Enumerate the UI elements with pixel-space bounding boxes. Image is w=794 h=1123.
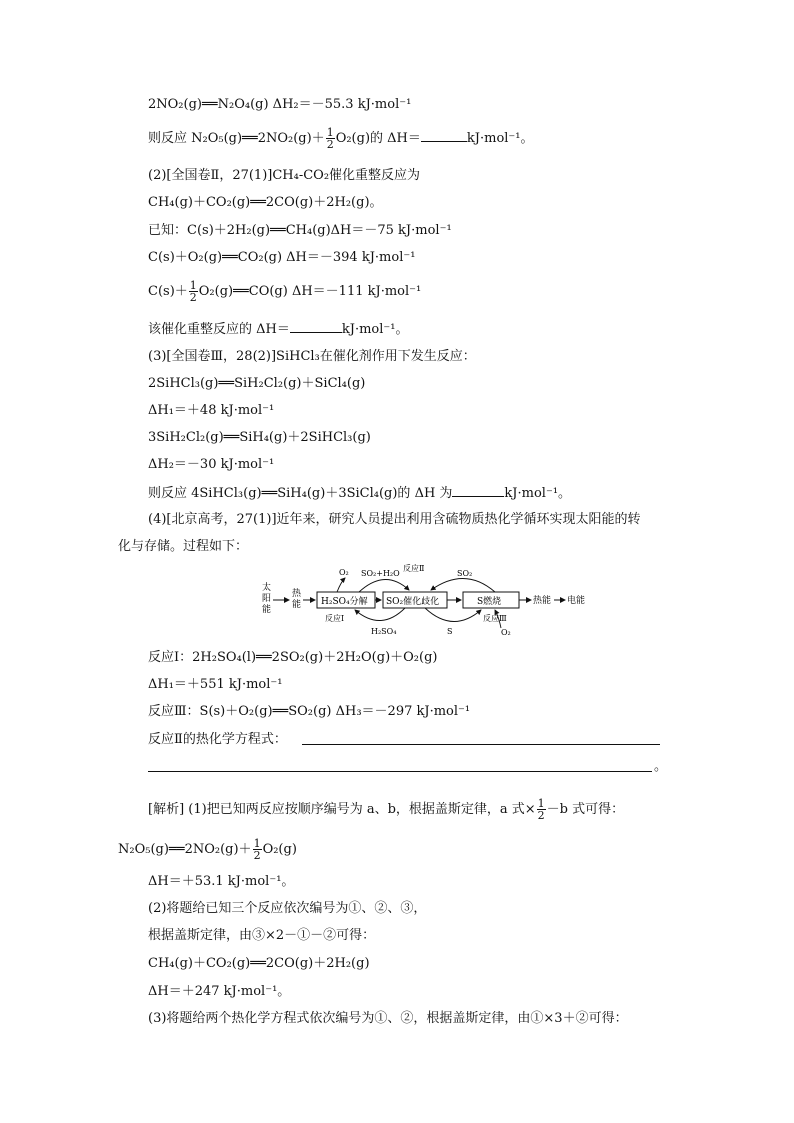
question-1-ask: 则反应 N₂O₅(g)══2NO₂(g)＋ $\frac{1}{2}$ O₂(g)的 ΔH＝ kJ·mol⁻¹。 bbox=[148, 126, 534, 151]
o2-bottom-label: O₂ bbox=[501, 628, 511, 637]
delta-h1-551: ΔH₁＝＋551 kJ·mol⁻¹ bbox=[148, 677, 283, 692]
question-4-heading-cont: 化与存储。过程如下： bbox=[118, 539, 249, 554]
question-3-ask: 则反应 4SiHCl₃(g)══SiH₄(g)＋3SiCl₄(g)的 ΔH 为 kJ·mol⁻¹。 bbox=[148, 486, 572, 501]
fraction-one-half: $\frac{1}{2}$ bbox=[537, 797, 545, 822]
output-electric-label: 电能 bbox=[567, 596, 586, 606]
h2so4-bottom-label: H₂SO₄ bbox=[371, 627, 397, 636]
question-4-heading: (4)[北京高考，27(1)]近年来，研究人员提出利用含硫物质热化学循环实现太阳能的转 bbox=[148, 512, 641, 527]
fraction-one-half: $\frac{1}{2}$ bbox=[326, 126, 334, 151]
equation-sihcl3-1: 2SiHCl₃(g)══SiH₂Cl₂(g)＋SiCl₄(g) bbox=[148, 376, 366, 391]
analysis-2-numbering: (2)将题给已知三个反应依次编号为①、②、③， bbox=[148, 901, 427, 916]
question-2-heading: (2)[全国卷Ⅱ，27(1)]CH₄-CO₂催化重整反应为 bbox=[148, 168, 421, 183]
reaction-2-label: 反应Ⅱ bbox=[403, 564, 425, 573]
arc-o2-out bbox=[337, 578, 345, 592]
delta-h2-30: ΔH₂＝－30 kJ·mol⁻¹ bbox=[148, 457, 275, 472]
analysis-2-result: ΔH＝＋247 kJ·mol⁻¹。 bbox=[148, 984, 291, 999]
solar-label-1: 太 bbox=[262, 583, 272, 593]
analysis-2-equation: CH₄(g)＋CO₂(g)══2CO(g)＋2H₂(g) bbox=[148, 956, 370, 971]
arc-so2-h2o bbox=[359, 579, 409, 592]
s-bottom-label: S bbox=[447, 627, 453, 636]
heat-label-1: 热 bbox=[292, 589, 302, 599]
box-so2-label: SO₂催化歧化 bbox=[386, 597, 440, 607]
reaction-2-prompt: 反应Ⅱ的热化学方程式： bbox=[148, 732, 287, 747]
analysis-1-result: ΔH＝＋53.1 kJ·mol⁻¹。 bbox=[148, 874, 295, 889]
arc-so2-return bbox=[431, 578, 495, 592]
answer-blank[interactable] bbox=[290, 320, 342, 333]
reaction-3-equation: 反应Ⅲ：S(s)＋O₂(g)══SO₂(g) ΔH₃＝－297 kJ·mol⁻¹ bbox=[148, 704, 471, 719]
solar-label-2: 阳 bbox=[262, 594, 272, 604]
equation-sihcl3-2: 3SiH₂Cl₂(g)══SiH₄(g)＋2SiHCl₃(g) bbox=[148, 430, 371, 445]
equation-no2-dimerization: 2NO₂(g)══N₂O₄(g) ΔH₂＝－55.3 kJ·mol⁻¹ bbox=[148, 97, 412, 112]
question-3-heading: (3)[全国卷Ⅲ，28(2)]SiHCl₃在催化剂作用下发生反应： bbox=[148, 349, 476, 364]
box-s-label: S燃烧 bbox=[477, 597, 502, 607]
question-2-ask: 该催化重整反应的 ΔH＝ kJ·mol⁻¹。 bbox=[148, 322, 409, 337]
fraction-one-half: $\frac{1}{2}$ bbox=[189, 279, 197, 304]
fraction-one-half: $\frac{1}{2}$ bbox=[253, 837, 261, 862]
o2-top-label: O₂ bbox=[339, 568, 349, 577]
reaction-1-equation: 反应Ⅰ：2H₂SO₄(l)══2SO₂(g)＋2H₂O(g)＋O₂(g) bbox=[148, 650, 438, 665]
equation-given-1: 已知：C(s)＋2H₂(g)══CH₄(g)ΔH＝－75 kJ·mol⁻¹ bbox=[148, 223, 452, 238]
equation-reforming: CH₄(g)＋CO₂(g)══2CO(g)＋2H₂(g)。 bbox=[148, 195, 383, 210]
answer-blank[interactable] bbox=[452, 484, 504, 497]
reaction-3-label: 反应Ⅲ bbox=[483, 614, 507, 623]
arc-h2so4-return bbox=[355, 608, 405, 621]
analysis-1: [解析] (1)把已知两反应按顺序编号为 a、b，根据盖斯定律，a 式× $\frac{1}{2}$ －b 式可得： bbox=[148, 797, 625, 822]
heat-label-2: 能 bbox=[292, 600, 302, 610]
output-heat-label: 热能 bbox=[533, 596, 552, 606]
answer-blank[interactable] bbox=[421, 129, 467, 142]
so2-top-label: SO₂ bbox=[457, 569, 473, 578]
answer-period: 。 bbox=[654, 759, 668, 774]
analysis-2-hess: 根据盖斯定律，由③×2－①－②可得： bbox=[148, 928, 376, 943]
equation-given-3: C(s)＋ $\frac{1}{2}$ O₂(g)══CO(g) ΔH＝－111 kJ·mol⁻¹ bbox=[148, 279, 422, 304]
reaction-1-label: 反应Ⅰ bbox=[325, 614, 345, 623]
equation-given-2: C(s)＋O₂(g)══CO₂(g) ΔH＝－394 kJ·mol⁻¹ bbox=[148, 250, 416, 265]
box-h2so4-label: H₂SO₄分解 bbox=[321, 597, 368, 607]
analysis-3: (3)将题给两个热化学方程式依次编号为①、②，根据盖斯定律，由①×3＋②可得： bbox=[148, 1011, 628, 1026]
analysis-1-equation: N₂O₅(g)══2NO₂(g)＋ $\frac{1}{2}$ O₂(g) bbox=[118, 837, 297, 862]
answer-line-2[interactable] bbox=[148, 771, 652, 772]
arc-s-to-box3 bbox=[425, 608, 481, 622]
so2-h2o-label: SO₂+H₂O bbox=[361, 569, 400, 578]
sulfur-cycle-diagram bbox=[255, 562, 595, 642]
solar-label-3: 能 bbox=[262, 605, 272, 615]
delta-h1-48: ΔH₁＝＋48 kJ·mol⁻¹ bbox=[148, 403, 275, 418]
answer-line-1[interactable] bbox=[302, 744, 660, 745]
